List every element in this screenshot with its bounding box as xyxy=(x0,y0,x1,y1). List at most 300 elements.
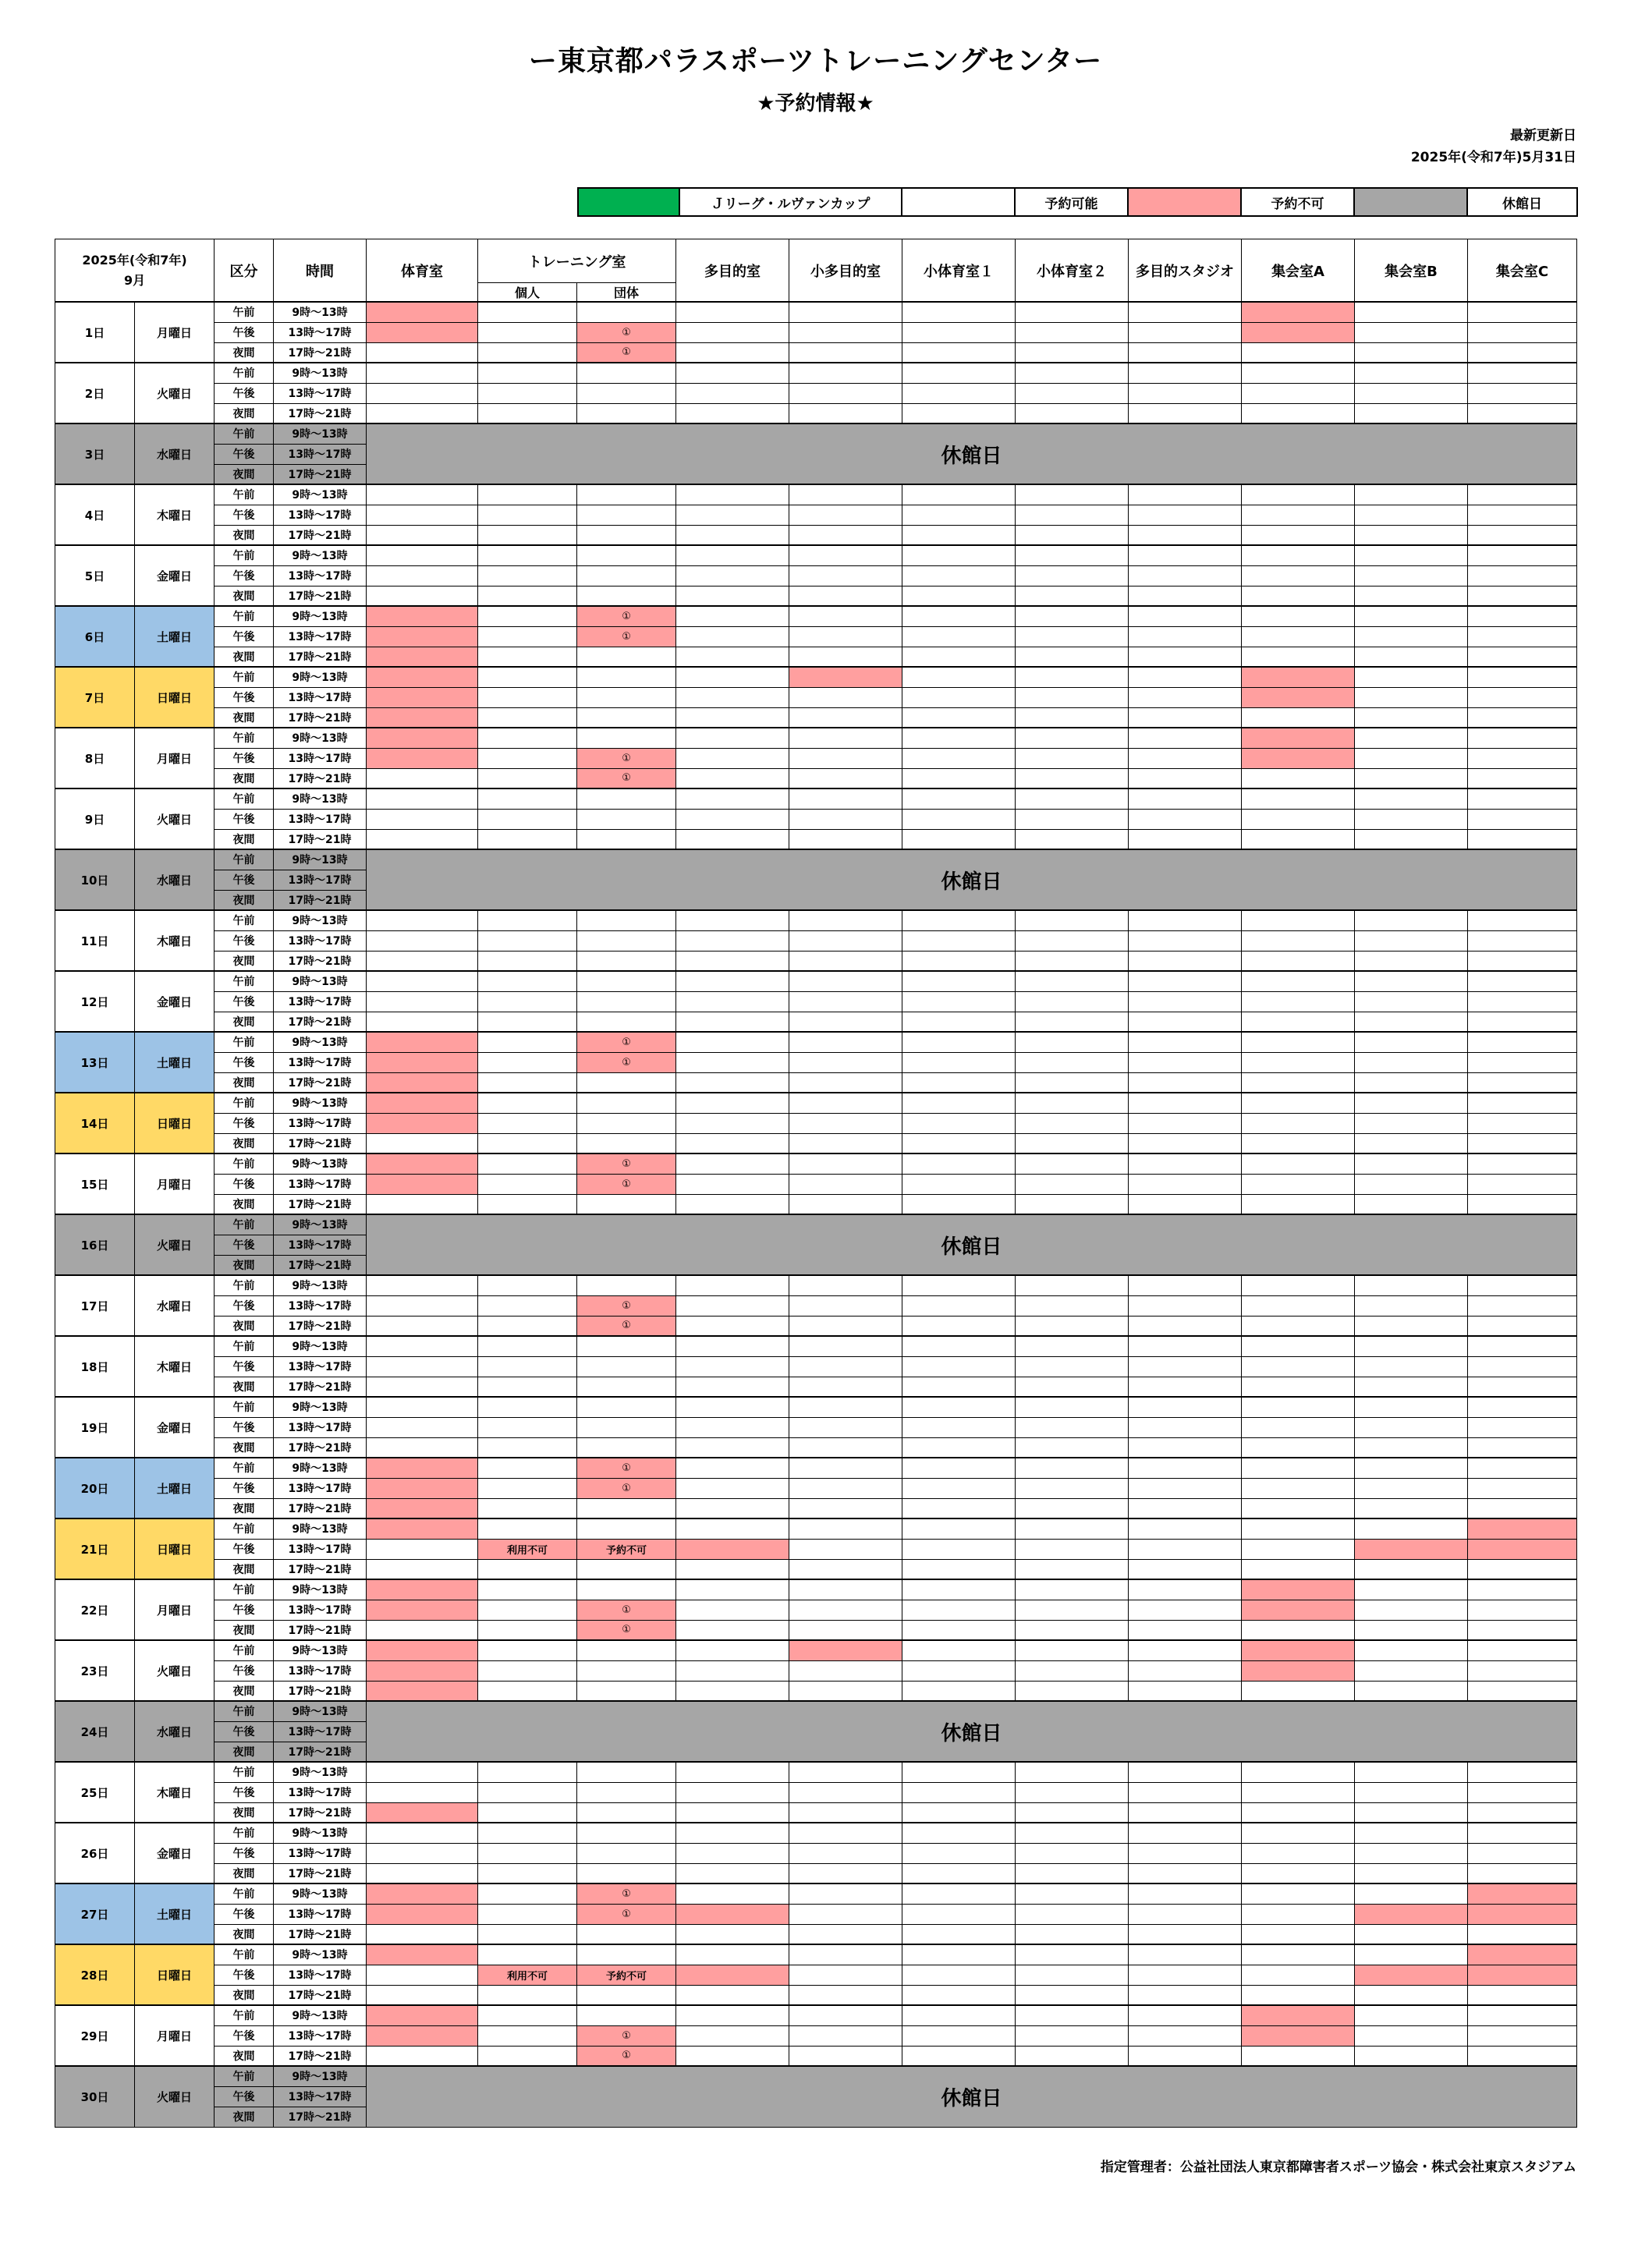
reservation-cell[interactable] xyxy=(1129,484,1242,505)
reservation-cell[interactable] xyxy=(367,1377,478,1397)
reservation-cell[interactable] xyxy=(789,1194,902,1214)
reservation-cell[interactable] xyxy=(367,1802,478,1823)
reservation-cell[interactable] xyxy=(902,1295,1016,1316)
reservation-cell[interactable] xyxy=(1016,565,1129,586)
reservation-cell[interactable] xyxy=(1355,1478,1468,1498)
reservation-cell[interactable] xyxy=(1355,1518,1468,1539)
reservation-cell[interactable] xyxy=(1468,1295,1577,1316)
reservation-cell[interactable] xyxy=(1016,707,1129,728)
reservation-cell[interactable] xyxy=(789,1417,902,1437)
reservation-cell[interactable] xyxy=(1242,910,1355,930)
reservation-cell[interactable] xyxy=(1242,951,1355,971)
reservation-cell[interactable] xyxy=(1129,1316,1242,1336)
reservation-cell[interactable] xyxy=(1355,505,1468,525)
reservation-cell[interactable] xyxy=(1242,1072,1355,1093)
reservation-cell[interactable] xyxy=(367,1316,478,1336)
reservation-cell[interactable] xyxy=(367,647,478,667)
reservation-cell[interactable] xyxy=(1016,951,1129,971)
reservation-cell[interactable] xyxy=(577,1397,676,1417)
reservation-cell[interactable] xyxy=(902,322,1016,342)
reservation-cell[interactable] xyxy=(577,1437,676,1458)
reservation-cell[interactable] xyxy=(676,383,789,403)
reservation-cell[interactable] xyxy=(902,1356,1016,1377)
reservation-cell[interactable] xyxy=(1468,1336,1577,1356)
reservation-cell[interactable] xyxy=(1468,1559,1577,1579)
reservation-cell[interactable] xyxy=(478,768,577,788)
reservation-cell[interactable] xyxy=(1016,1437,1129,1458)
reservation-cell[interactable] xyxy=(1016,647,1129,667)
reservation-cell[interactable] xyxy=(1016,971,1129,991)
reservation-cell[interactable] xyxy=(1355,626,1468,647)
reservation-cell[interactable] xyxy=(367,707,478,728)
reservation-cell[interactable]: ① xyxy=(577,1478,676,1498)
reservation-cell[interactable] xyxy=(367,687,478,707)
reservation-cell[interactable] xyxy=(789,728,902,748)
reservation-cell[interactable] xyxy=(1468,1478,1577,1498)
reservation-cell[interactable]: ① xyxy=(577,1052,676,1072)
reservation-cell[interactable] xyxy=(367,1194,478,1214)
reservation-cell[interactable] xyxy=(1468,748,1577,768)
reservation-cell[interactable] xyxy=(676,930,789,951)
reservation-cell[interactable] xyxy=(1355,2046,1468,2066)
reservation-cell[interactable] xyxy=(367,1863,478,1884)
reservation-cell[interactable] xyxy=(1355,403,1468,423)
reservation-cell[interactable] xyxy=(1468,2046,1577,2066)
reservation-cell[interactable] xyxy=(1016,1802,1129,1823)
reservation-cell[interactable] xyxy=(676,545,789,565)
reservation-cell[interactable] xyxy=(1468,1194,1577,1214)
reservation-cell[interactable] xyxy=(676,403,789,423)
reservation-cell[interactable] xyxy=(1129,788,1242,809)
reservation-cell[interactable] xyxy=(1016,1478,1129,1498)
reservation-cell[interactable] xyxy=(1468,505,1577,525)
reservation-cell[interactable] xyxy=(676,748,789,768)
reservation-cell[interactable] xyxy=(367,1559,478,1579)
reservation-cell[interactable] xyxy=(1355,1356,1468,1377)
reservation-cell[interactable] xyxy=(478,1660,577,1681)
reservation-cell[interactable] xyxy=(1242,971,1355,991)
reservation-cell[interactable] xyxy=(902,1498,1016,1518)
reservation-cell[interactable] xyxy=(1129,1539,1242,1559)
reservation-cell[interactable] xyxy=(676,1904,789,1924)
reservation-cell[interactable] xyxy=(676,1863,789,1884)
reservation-cell[interactable] xyxy=(789,1153,902,1174)
reservation-cell[interactable] xyxy=(1016,1985,1129,2005)
reservation-cell[interactable] xyxy=(367,1437,478,1458)
reservation-cell[interactable] xyxy=(1355,1863,1468,1884)
reservation-cell[interactable] xyxy=(367,1153,478,1174)
reservation-cell[interactable] xyxy=(478,687,577,707)
reservation-cell[interactable] xyxy=(676,1620,789,1640)
reservation-cell[interactable] xyxy=(1355,1579,1468,1600)
reservation-cell[interactable] xyxy=(478,1944,577,1965)
reservation-cell[interactable] xyxy=(1129,1944,1242,1965)
reservation-cell[interactable] xyxy=(789,910,902,930)
reservation-cell[interactable] xyxy=(478,1802,577,1823)
reservation-cell[interactable] xyxy=(478,1782,577,1802)
reservation-cell[interactable] xyxy=(902,383,1016,403)
reservation-cell[interactable] xyxy=(676,1944,789,1965)
reservation-cell[interactable] xyxy=(1242,1316,1355,1336)
reservation-cell[interactable] xyxy=(1016,930,1129,951)
reservation-cell[interactable] xyxy=(1468,930,1577,951)
reservation-cell[interactable]: 利用不可 xyxy=(478,1965,577,1985)
reservation-cell[interactable] xyxy=(1468,565,1577,586)
reservation-cell[interactable] xyxy=(1016,545,1129,565)
reservation-cell[interactable] xyxy=(676,586,789,606)
reservation-cell[interactable] xyxy=(478,484,577,505)
reservation-cell[interactable] xyxy=(1129,342,1242,363)
reservation-cell[interactable] xyxy=(577,788,676,809)
reservation-cell[interactable] xyxy=(1468,302,1577,322)
reservation-cell[interactable] xyxy=(789,505,902,525)
reservation-cell[interactable] xyxy=(577,910,676,930)
reservation-cell[interactable] xyxy=(902,1782,1016,1802)
reservation-cell[interactable] xyxy=(676,1985,789,2005)
reservation-cell[interactable]: ① xyxy=(577,1032,676,1052)
reservation-cell[interactable] xyxy=(1468,322,1577,342)
reservation-cell[interactable] xyxy=(1129,748,1242,768)
reservation-cell[interactable] xyxy=(676,1640,789,1660)
reservation-cell[interactable] xyxy=(478,565,577,586)
reservation-cell[interactable] xyxy=(1129,565,1242,586)
reservation-cell[interactable] xyxy=(1242,1275,1355,1295)
reservation-cell[interactable] xyxy=(1129,1052,1242,1072)
reservation-cell[interactable] xyxy=(478,1072,577,1093)
reservation-cell[interactable] xyxy=(577,1336,676,1356)
reservation-cell[interactable] xyxy=(676,1275,789,1295)
reservation-cell[interactable] xyxy=(789,1377,902,1397)
reservation-cell[interactable] xyxy=(902,1032,1016,1052)
reservation-cell[interactable] xyxy=(1016,586,1129,606)
reservation-cell[interactable] xyxy=(367,1762,478,1782)
reservation-cell[interactable] xyxy=(478,1924,577,1944)
reservation-cell[interactable] xyxy=(1355,1884,1468,1904)
reservation-cell[interactable] xyxy=(676,484,789,505)
reservation-cell[interactable] xyxy=(676,1153,789,1174)
reservation-cell[interactable] xyxy=(789,1681,902,1701)
reservation-cell[interactable] xyxy=(367,1458,478,1478)
reservation-cell[interactable] xyxy=(1129,1336,1242,1356)
reservation-cell[interactable] xyxy=(789,1985,902,2005)
reservation-cell[interactable] xyxy=(676,1782,789,1802)
reservation-cell[interactable]: 利用不可 xyxy=(478,1539,577,1559)
reservation-cell[interactable] xyxy=(676,809,789,829)
reservation-cell[interactable] xyxy=(676,1762,789,1782)
reservation-cell[interactable] xyxy=(1016,1843,1129,1863)
reservation-cell[interactable] xyxy=(1129,1863,1242,1884)
reservation-cell[interactable] xyxy=(676,1884,789,1904)
reservation-cell[interactable] xyxy=(1468,829,1577,849)
reservation-cell[interactable] xyxy=(676,626,789,647)
reservation-cell[interactable]: 予約不可 xyxy=(577,1965,676,1985)
reservation-cell[interactable] xyxy=(676,1032,789,1052)
reservation-cell[interactable] xyxy=(789,1904,902,1924)
reservation-cell[interactable] xyxy=(367,1397,478,1417)
reservation-cell[interactable] xyxy=(676,1377,789,1397)
reservation-cell[interactable] xyxy=(1242,586,1355,606)
reservation-cell[interactable] xyxy=(676,2046,789,2066)
reservation-cell[interactable] xyxy=(577,728,676,748)
reservation-cell[interactable] xyxy=(1468,1093,1577,1113)
reservation-cell[interactable] xyxy=(789,1802,902,1823)
reservation-cell[interactable] xyxy=(1355,302,1468,322)
reservation-cell[interactable] xyxy=(1468,1275,1577,1295)
reservation-cell[interactable]: ① xyxy=(577,1904,676,1924)
reservation-cell[interactable] xyxy=(1468,1012,1577,1032)
reservation-cell[interactable] xyxy=(1242,1843,1355,1863)
reservation-cell[interactable] xyxy=(1016,2046,1129,2066)
reservation-cell[interactable] xyxy=(1355,1498,1468,1518)
reservation-cell[interactable] xyxy=(1242,1802,1355,1823)
reservation-cell[interactable] xyxy=(676,991,789,1012)
reservation-cell[interactable] xyxy=(902,1012,1016,1032)
reservation-cell[interactable] xyxy=(367,930,478,951)
reservation-cell[interactable] xyxy=(478,545,577,565)
reservation-cell[interactable] xyxy=(1355,1113,1468,1133)
reservation-cell[interactable] xyxy=(1355,667,1468,687)
reservation-cell[interactable] xyxy=(1242,991,1355,1012)
reservation-cell[interactable] xyxy=(577,1640,676,1660)
reservation-cell[interactable] xyxy=(1016,1965,1129,1985)
reservation-cell[interactable] xyxy=(1016,1924,1129,1944)
reservation-cell[interactable] xyxy=(1129,1012,1242,1032)
reservation-cell[interactable] xyxy=(367,505,478,525)
reservation-cell[interactable] xyxy=(789,606,902,626)
reservation-cell[interactable] xyxy=(1016,748,1129,768)
reservation-cell[interactable] xyxy=(1242,1944,1355,1965)
reservation-cell[interactable] xyxy=(789,1133,902,1153)
reservation-cell[interactable] xyxy=(902,1884,1016,1904)
reservation-cell[interactable] xyxy=(1129,1356,1242,1377)
reservation-cell[interactable] xyxy=(577,1194,676,1214)
reservation-cell[interactable] xyxy=(1129,667,1242,687)
reservation-cell[interactable] xyxy=(1242,829,1355,849)
reservation-cell[interactable] xyxy=(902,829,1016,849)
reservation-cell[interactable] xyxy=(1468,1518,1577,1539)
reservation-cell[interactable] xyxy=(676,2005,789,2025)
reservation-cell[interactable] xyxy=(1129,1559,1242,1579)
reservation-cell[interactable] xyxy=(1355,545,1468,565)
reservation-cell[interactable] xyxy=(1468,545,1577,565)
reservation-cell[interactable] xyxy=(676,363,789,383)
reservation-cell[interactable] xyxy=(789,1559,902,1579)
reservation-cell[interactable] xyxy=(676,525,789,545)
reservation-cell[interactable] xyxy=(1129,1620,1242,1640)
reservation-cell[interactable] xyxy=(1355,788,1468,809)
reservation-cell[interactable] xyxy=(902,1316,1016,1336)
reservation-cell[interactable] xyxy=(577,1093,676,1113)
reservation-cell[interactable] xyxy=(577,1417,676,1437)
reservation-cell[interactable] xyxy=(478,1762,577,1782)
reservation-cell[interactable] xyxy=(1355,1295,1468,1316)
reservation-cell[interactable] xyxy=(902,1600,1016,1620)
reservation-cell[interactable] xyxy=(367,809,478,829)
reservation-cell[interactable] xyxy=(577,1985,676,2005)
reservation-cell[interactable] xyxy=(789,363,902,383)
reservation-cell[interactable] xyxy=(789,1884,902,1904)
reservation-cell[interactable] xyxy=(1468,1640,1577,1660)
reservation-cell[interactable] xyxy=(1468,1884,1577,1904)
reservation-cell[interactable] xyxy=(902,1762,1016,1782)
reservation-cell[interactable] xyxy=(1355,565,1468,586)
reservation-cell[interactable] xyxy=(676,1072,789,1093)
reservation-cell[interactable] xyxy=(367,1579,478,1600)
reservation-cell[interactable] xyxy=(1129,707,1242,728)
reservation-cell[interactable] xyxy=(478,1985,577,2005)
reservation-cell[interactable] xyxy=(367,1113,478,1133)
reservation-cell[interactable] xyxy=(1355,1153,1468,1174)
reservation-cell[interactable] xyxy=(1468,2005,1577,2025)
reservation-cell[interactable]: ① xyxy=(577,1620,676,1640)
reservation-cell[interactable] xyxy=(902,1681,1016,1701)
reservation-cell[interactable] xyxy=(1129,1985,1242,2005)
reservation-cell[interactable] xyxy=(1129,1924,1242,1944)
reservation-cell[interactable] xyxy=(1016,1782,1129,1802)
reservation-cell[interactable] xyxy=(1242,1498,1355,1518)
reservation-cell[interactable] xyxy=(902,2046,1016,2066)
reservation-cell[interactable] xyxy=(577,1012,676,1032)
reservation-cell[interactable] xyxy=(902,707,1016,728)
reservation-cell[interactable] xyxy=(902,1620,1016,1640)
reservation-cell[interactable] xyxy=(577,930,676,951)
reservation-cell[interactable] xyxy=(1016,342,1129,363)
reservation-cell[interactable] xyxy=(1355,991,1468,1012)
reservation-cell[interactable] xyxy=(1016,829,1129,849)
reservation-cell[interactable] xyxy=(676,1559,789,1579)
reservation-cell[interactable] xyxy=(789,1093,902,1113)
reservation-cell[interactable] xyxy=(367,1843,478,1863)
reservation-cell[interactable] xyxy=(1468,1174,1577,1194)
reservation-cell[interactable] xyxy=(1016,626,1129,647)
reservation-cell[interactable] xyxy=(1242,1782,1355,1802)
reservation-cell[interactable] xyxy=(1355,1600,1468,1620)
reservation-cell[interactable] xyxy=(478,1316,577,1336)
reservation-cell[interactable] xyxy=(1016,525,1129,545)
reservation-cell[interactable] xyxy=(789,1336,902,1356)
reservation-cell[interactable] xyxy=(577,1762,676,1782)
reservation-cell[interactable] xyxy=(478,1559,577,1579)
reservation-cell[interactable] xyxy=(1016,910,1129,930)
reservation-cell[interactable] xyxy=(1355,1823,1468,1843)
reservation-cell[interactable] xyxy=(1129,505,1242,525)
reservation-cell[interactable] xyxy=(1355,1093,1468,1113)
reservation-cell[interactable] xyxy=(1242,687,1355,707)
reservation-cell[interactable] xyxy=(1355,748,1468,768)
reservation-cell[interactable] xyxy=(577,586,676,606)
reservation-cell[interactable] xyxy=(1016,687,1129,707)
reservation-cell[interactable] xyxy=(1129,1397,1242,1417)
reservation-cell[interactable] xyxy=(1129,1843,1242,1863)
reservation-cell[interactable] xyxy=(1242,1437,1355,1458)
reservation-cell[interactable] xyxy=(1016,1640,1129,1660)
reservation-cell[interactable] xyxy=(1129,910,1242,930)
reservation-cell[interactable] xyxy=(1016,728,1129,748)
reservation-cell[interactable] xyxy=(1242,1295,1355,1316)
reservation-cell[interactable] xyxy=(367,1518,478,1539)
reservation-cell[interactable] xyxy=(1242,1904,1355,1924)
reservation-cell[interactable] xyxy=(1242,1052,1355,1072)
reservation-cell[interactable] xyxy=(1242,1518,1355,1539)
reservation-cell[interactable]: ① xyxy=(577,2046,676,2066)
reservation-cell[interactable] xyxy=(367,1681,478,1701)
reservation-cell[interactable] xyxy=(1355,809,1468,829)
reservation-cell[interactable] xyxy=(478,910,577,930)
reservation-cell[interactable] xyxy=(577,403,676,423)
reservation-cell[interactable] xyxy=(789,484,902,505)
reservation-cell[interactable] xyxy=(577,1924,676,1944)
reservation-cell[interactable] xyxy=(367,1295,478,1316)
reservation-cell[interactable] xyxy=(1129,545,1242,565)
reservation-cell[interactable] xyxy=(478,1194,577,1214)
reservation-cell[interactable] xyxy=(902,1863,1016,1884)
reservation-cell[interactable] xyxy=(367,1985,478,2005)
reservation-cell[interactable] xyxy=(1355,1904,1468,1924)
reservation-cell[interactable] xyxy=(577,1782,676,1802)
reservation-cell[interactable] xyxy=(1129,930,1242,951)
reservation-cell[interactable] xyxy=(367,1275,478,1295)
reservation-cell[interactable] xyxy=(902,951,1016,971)
reservation-cell[interactable] xyxy=(1129,1275,1242,1295)
reservation-cell[interactable] xyxy=(478,626,577,647)
reservation-cell[interactable] xyxy=(478,1295,577,1316)
reservation-cell[interactable]: ① xyxy=(577,748,676,768)
reservation-cell[interactable] xyxy=(902,505,1016,525)
reservation-cell[interactable] xyxy=(902,525,1016,545)
reservation-cell[interactable] xyxy=(1468,1397,1577,1417)
reservation-cell[interactable] xyxy=(478,2005,577,2025)
reservation-cell[interactable] xyxy=(1242,1579,1355,1600)
reservation-cell[interactable] xyxy=(789,403,902,423)
reservation-cell[interactable] xyxy=(1468,809,1577,829)
reservation-cell[interactable] xyxy=(902,1843,1016,1863)
reservation-cell[interactable] xyxy=(676,1397,789,1417)
reservation-cell[interactable] xyxy=(789,1600,902,1620)
reservation-cell[interactable] xyxy=(1468,1539,1577,1559)
reservation-cell[interactable] xyxy=(1129,971,1242,991)
reservation-cell[interactable] xyxy=(367,1356,478,1377)
reservation-cell[interactable] xyxy=(1355,1965,1468,1985)
reservation-cell[interactable] xyxy=(902,1072,1016,1093)
reservation-cell[interactable] xyxy=(1016,505,1129,525)
reservation-cell[interactable] xyxy=(789,748,902,768)
reservation-cell[interactable] xyxy=(676,788,789,809)
reservation-cell[interactable] xyxy=(902,1660,1016,1681)
reservation-cell[interactable] xyxy=(478,1620,577,1640)
reservation-cell[interactable] xyxy=(1242,342,1355,363)
reservation-cell[interactable] xyxy=(1016,1762,1129,1782)
reservation-cell[interactable] xyxy=(1355,484,1468,505)
reservation-cell[interactable] xyxy=(1355,525,1468,545)
reservation-cell[interactable] xyxy=(1016,1356,1129,1377)
reservation-cell[interactable] xyxy=(789,1437,902,1458)
reservation-cell[interactable] xyxy=(1129,1153,1242,1174)
reservation-cell[interactable] xyxy=(478,586,577,606)
reservation-cell[interactable] xyxy=(1242,1478,1355,1498)
reservation-cell[interactable] xyxy=(789,1397,902,1417)
reservation-cell[interactable] xyxy=(1129,1823,1242,1843)
reservation-cell[interactable] xyxy=(367,1539,478,1559)
reservation-cell[interactable] xyxy=(1242,1823,1355,1843)
reservation-cell[interactable] xyxy=(789,788,902,809)
reservation-cell[interactable] xyxy=(676,687,789,707)
reservation-cell[interactable] xyxy=(789,525,902,545)
reservation-cell[interactable] xyxy=(902,748,1016,768)
reservation-cell[interactable] xyxy=(1355,2005,1468,2025)
reservation-cell[interactable] xyxy=(1468,1032,1577,1052)
reservation-cell[interactable] xyxy=(1129,1762,1242,1782)
reservation-cell[interactable] xyxy=(1129,363,1242,383)
